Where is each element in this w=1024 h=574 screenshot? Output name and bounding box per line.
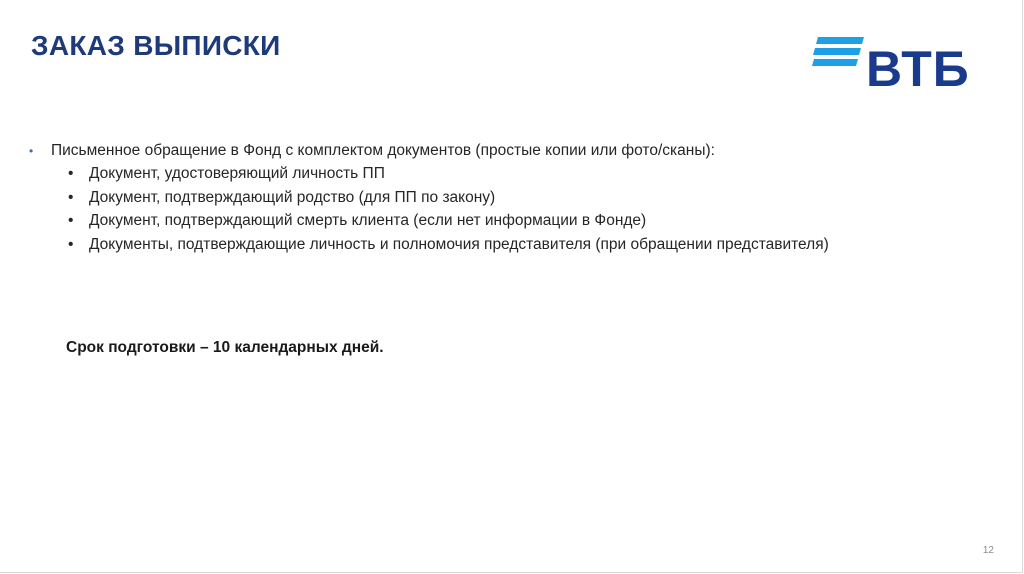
document-item <box>29 162 989 186</box>
document-item-text: Документы, подтверждающие личность и полномочия представителя (при обращении представителя) <box>89 235 829 253</box>
main-bullet-item <box>29 140 989 162</box>
bullet-marker: • <box>29 144 34 158</box>
page-number: 12 <box>982 545 994 556</box>
bullet-marker: • <box>68 165 74 182</box>
bullet-marker: • <box>68 212 74 229</box>
document-item-text: Документ, подтверждающий смерть клиента (если нет информации в Фонде) <box>89 212 647 229</box>
main-bullet-text: Письменное обращение в Фонд с комплектом документов (простые копии или фото/сканы): <box>51 142 715 159</box>
document-item-text: Документ, удостоверяющий личность ПП <box>89 165 385 182</box>
documents-list <box>29 162 989 256</box>
document-item-text: Документ, подтверждающий родство (для ПП по закону) <box>89 188 496 206</box>
content-block <box>29 140 989 256</box>
bullet-marker: • <box>68 188 74 206</box>
document-item <box>29 233 989 257</box>
document-item <box>29 209 989 233</box>
vtb-logo-stripes-icon <box>812 37 864 67</box>
vtb-logo <box>812 33 982 99</box>
document-item <box>29 186 989 210</box>
bullet-marker: • <box>68 235 74 253</box>
slide-title: ЗАКАЗ ВЫПИСКИ <box>31 30 281 61</box>
vtb-logo-text: ВТБ <box>866 41 970 97</box>
deadline-text: Срок подготовки – 10 календарных дней. <box>66 339 384 356</box>
